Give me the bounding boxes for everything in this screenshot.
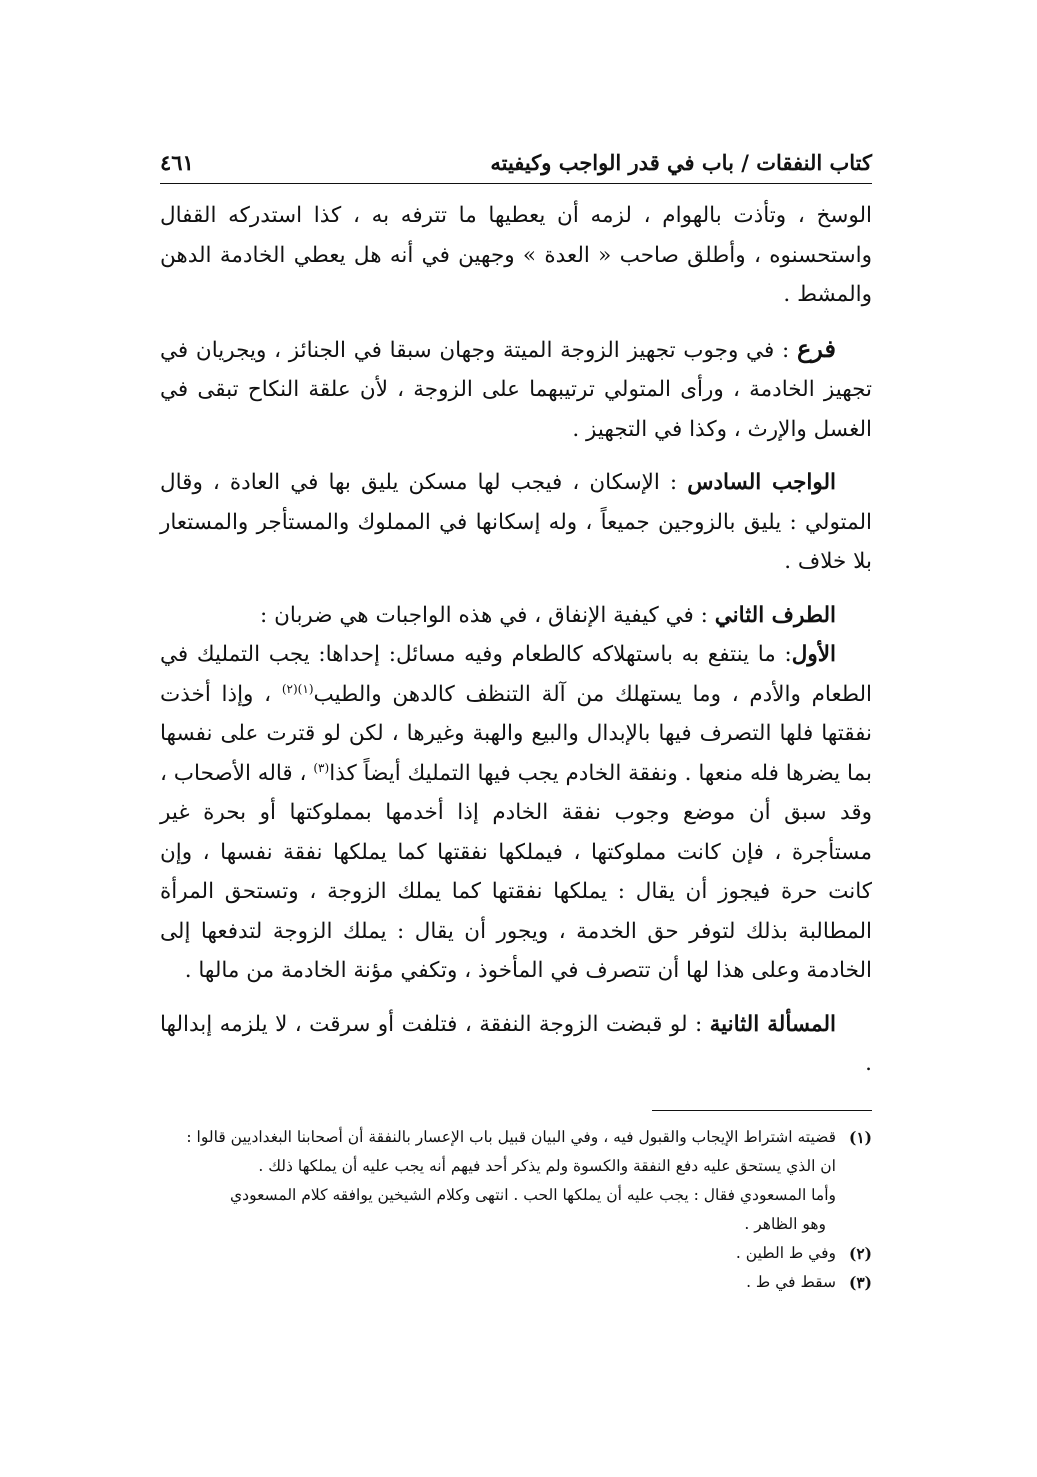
footnote-text	[160, 1123, 836, 1239]
footnote-line: ان الذي يستحق عليه دفع النفقة والكسوة ولم يذكر أحد فيهم أنه يجب عليه أن يملكها ذلك .	[258, 1156, 836, 1175]
footnote-line: سقط في ط .	[746, 1272, 836, 1291]
paragraph-lead: الواجب السادس	[687, 470, 836, 495]
footnote-line: وهو الظاهر .	[744, 1214, 826, 1233]
paragraph-text: : في وجوب تجهيز الزوجة الميتة وجهان سبقا في الجنائز ، ويجريان في تجهيز الخادمة ، ورأى المتولي ترتيبهما على الزوجة ، لأن علقة النكاح تبقى في الغسل والإرث ، وكذا في التجهيز .	[160, 337, 872, 442]
footnote-line: وفي ط الطين .	[735, 1243, 836, 1262]
paragraph-lead: الأول	[791, 642, 836, 667]
footnote-number: (١)	[848, 1127, 872, 1147]
paragraph-lead: المسألة الثانية	[709, 1011, 837, 1037]
footnotes	[160, 1123, 872, 1297]
paragraph-text: ، وإذا أخذت نفقتها فلها التصرف فيها بالإبدال والبيع والهبة وغيرها ، لكن لو قترت على نفسها بما يضرها فله منعها . ونفقة الخادم يجب فيها التمليك أيضاً كذا	[160, 681, 872, 786]
paragraph-6	[160, 1005, 872, 1084]
paragraph-3	[160, 463, 872, 582]
footnote-divider	[652, 1110, 872, 1111]
footnote-1	[160, 1123, 872, 1239]
paragraph-text: الوسخ ، وتأذت بالهوام ، لزمه أن يعطيها ما تترفه به ، كذا استدركه القفال واستحسنوه ، وأطلق صاحب « العدة » وجهين في أنه هل يعطي الخادمة الدهن والمشط .	[160, 203, 872, 307]
paragraph-lead: الطرف الثاني	[714, 602, 836, 628]
page-number: ٤٦١	[160, 150, 194, 175]
paragraph-text: : لو قبضت الزوجة النفقة ، فتلفت أو سرقت ، لا يلزمه إبدالها .	[160, 1011, 872, 1076]
paragraph-lead: فرع	[796, 333, 836, 363]
paragraph-2	[160, 329, 872, 450]
footnote-text	[160, 1268, 836, 1297]
paragraph-5	[160, 635, 872, 991]
main-text	[160, 196, 872, 1084]
footnote-marker: (٣)	[313, 760, 330, 775]
chapter-title: كتاب النفقات / باب في قدر الواجب وكيفيته	[490, 150, 872, 175]
footnote-3	[160, 1268, 872, 1297]
paragraph-text: : في كيفية الإنفاق ، في هذه الواجبات هي ضربان :	[260, 602, 715, 628]
footnote-2	[160, 1239, 872, 1268]
paragraph-text: ، قاله الأصحاب ، وقد سبق أن موضع وجوب نفقة الخادم إذا أخدمها بمملوكتها أو بحرة غير مستأجرة ، فإن كانت مملوكتها ، فيملكها نفقتها كما يملكها نفقة نفسها ، وإن كانت حرة فيجوز أن يقال : يملكها نفقتها كما يملك الزوجة ، وتستحق المرأة المطالبة بذلك لتوفر حق الخدمة ، ويجور أن يقال : يملك الزوجة لتدفعها إلى الخادمة وعلى هذا لها أن تتصرف في المأخوذ ، وتكفي مؤنة الخادمة من مالها .	[160, 760, 872, 983]
footnote-marker: (١)(٢)	[281, 681, 314, 696]
footnote-number: (٣)	[848, 1272, 872, 1292]
paragraph-text: : ما ينتفع به باستهلاكه كالطعام وفيه مسائل: إحداها: يجب التمليك في الطعام والأدم ، وما يستهلك من آلة التنظف كالدهن والطيب	[160, 642, 872, 707]
running-header	[160, 140, 872, 184]
footnote-line: قضيته اشتراط الإيجاب والقبول فيه ، وفي البيان قبيل باب الإعسار بالنفقة أن أصحابنا البغداديين قالوا :	[186, 1127, 836, 1146]
paragraph-text: : الإسكان ، فيجب لها مسكن يليق بها في العادة ، وقال المتولي : يليق بالزوجين جميعاً ، وله إسكانها في المملوك والمستأجر والمستعار بلا خلاف .	[160, 470, 872, 574]
book-page	[160, 140, 872, 1440]
footnote-line: وأما المسعودي فقال : يجب عليه أن يملكها الحب . انتهى وكلام الشيخين يوافقه كلام المسعودي	[230, 1185, 836, 1204]
paragraph-1	[160, 196, 872, 315]
paragraph-4	[160, 596, 872, 636]
footnote-number: (٢)	[848, 1243, 872, 1263]
footnote-text	[160, 1239, 836, 1268]
